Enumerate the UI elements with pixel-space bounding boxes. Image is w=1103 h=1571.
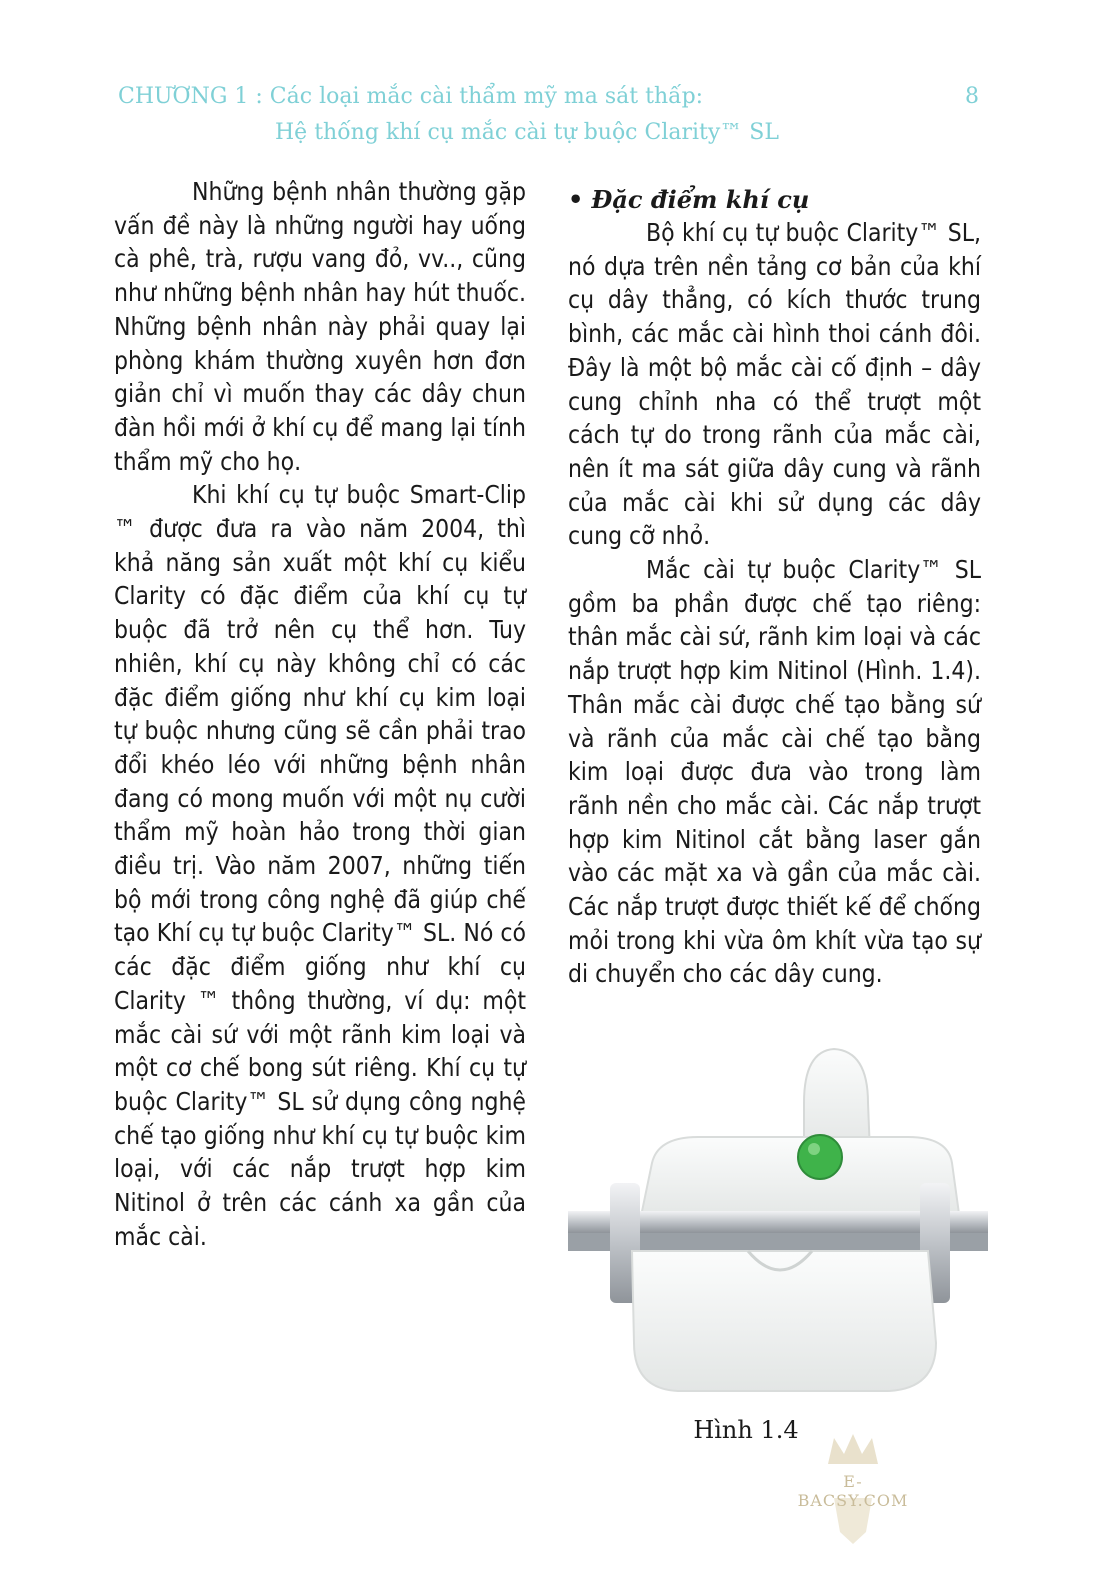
chapter-title: CHƯƠNG 1 : Các loại mắc cài thẩm mỹ ma sát thấp: [118, 84, 704, 109]
paragraph: Khi khí cụ tự buộc Smart-Clip ™ được đưa ra vào năm 2004, thì khả năng sản xuất một khí cụ kiểu Clarity có đặc điểm của khí cụ tự buộc đã trở nên cụ thể hơn. Tuy nhiên, khí cụ này không chỉ có các đặc điểm giống như khí cụ kim loại tự buộc nhưng cũng sẽ cần phải trao đổi khéo léo với những bệnh nhân đang có mong muốn với một nụ cười thẩm mỹ hoàn hảo trong thời gian điều trị. Vào năm 2007, những tiến bộ mới trong công nghệ đã giúp chế tạo Khí cụ tự buộc Clarity™ SL. Nó có các đặc điểm giống như khí cụ Clarity ™ thông thường, ví dụ: một mắc cài sứ với một rãnh kim loại và một cơ chế bong sút riêng. Khí cụ tự buộc Clarity™ SL sử dụng công nghệ chế tạo giống như khí cụ tự buộc kim loại, với các nắp trượt hợp kim Nitinol ở trên các cánh xa gần của mắc cài. [114, 480, 526, 1251]
section-heading [568, 183, 981, 217]
paragraph: Mắc cài tự buộc Clarity™ SL gồm ba phần được chế tạo riêng: thân mắc cài sứ, rãnh kim loại và các nắp trượt hợp kim Nitinol (Hình. 1.4). Thân mắc cài được chế tạo bằng sứ và rãnh của mắc cài chế tạo bằng kim loại được đưa vào trong làm rãnh nền cho mắc cài. Các nắp trượt hợp kim Nitinol cắt bằng laser gắn vào các mặt xa và gần của mắc cài. Các nắp trượt được thiết kế để chống mỏi trong khi vừa ôm khít vừa tạo sự di chuyển cho các dây cung. [568, 555, 981, 989]
watermark [788, 1428, 918, 1548]
ceramic-bracket-illustration [568, 1043, 988, 1403]
bullet-icon: • [568, 185, 584, 214]
bracket-figure [568, 1043, 988, 1403]
paragraph: Những bệnh nhân thường gặp vấn đề này là những người hay uống cà phê, trà, rượu vang đỏ, vv.., cũng như những bệnh nhân hay hút thuốc. Những bệnh nhân này phải quay lại phòng khám thường xuyên hơn đơn giản chỉ vì muốn thay các dây chun đàn hồi mới ở khí cụ để mang lại tính thẩm mỹ cho họ. [114, 177, 526, 476]
paragraph: Bộ khí cụ tự buộc Clarity™ SL, nó dựa trên nền tảng cơ bản của khí cụ dây thẳng, có kích thước trung bình, các mắc cài hình thoi cánh đôi. Đây là một bộ mắc cài cố định – dây cung chỉnh nha có thể trượt một cách tự do trong rãnh của mắc cài, nên ít ma sát giữa dây cung và rãnh của mắc cài khi sử dụng các dây cung cỡ nhỏ. [568, 218, 981, 551]
watermark-text: E-BACSY.COM [797, 1472, 909, 1510]
right-column [568, 216, 981, 991]
green-marker-dot [798, 1135, 842, 1179]
page-number: 8 [965, 84, 979, 109]
figure-caption: Hình 1.4 [693, 1416, 799, 1444]
left-column [114, 175, 526, 1254]
bracket-body-lower [632, 1251, 936, 1391]
section-heading-text: Đặc điểm khí cụ [591, 185, 810, 214]
chapter-subtitle: Hệ thống khí cụ mắc cài tự buộc Clarity™ SL [275, 120, 779, 145]
